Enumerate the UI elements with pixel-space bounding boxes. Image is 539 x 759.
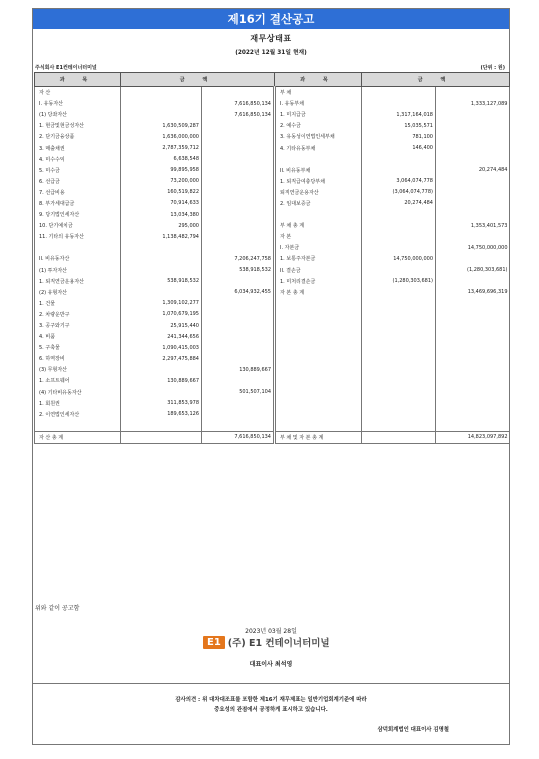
- left-item-cell: 자 산: [35, 87, 121, 99]
- right-sub-amount-cell: 146,400: [362, 142, 436, 153]
- right-item-cell: [275, 387, 362, 398]
- left-sub-amount-cell: [121, 242, 202, 253]
- left-item-cell: 1. 건물: [35, 298, 121, 309]
- right-amount-cell: [436, 131, 510, 142]
- left-amount-cell: [202, 209, 275, 220]
- header-amount-left: 금 액: [121, 73, 275, 87]
- right-amount-cell: [436, 176, 510, 187]
- left-sub-amount-cell: 130,889,667: [121, 375, 202, 386]
- left-sub-amount-cell: [121, 431, 202, 443]
- header-item-left: 과 목: [35, 73, 121, 87]
- table-row: [35, 387, 510, 398]
- left-amount-cell: [202, 353, 275, 364]
- left-amount-cell: [202, 242, 275, 253]
- left-item-cell: 6. 하역장비: [35, 353, 121, 364]
- unit-label: (단위 : 원): [480, 65, 505, 71]
- right-amount-cell: [436, 375, 510, 386]
- right-item-cell: [275, 209, 362, 220]
- left-item-cell: 1. 소프트웨어: [35, 375, 121, 386]
- right-item-cell: [275, 364, 362, 375]
- left-amount-cell: [202, 198, 275, 209]
- left-item-cell: 1. 회원권: [35, 398, 121, 409]
- left-item-cell: 3. 공구와기구: [35, 320, 121, 331]
- statement-title: 재무상태표: [250, 34, 292, 43]
- left-amount-cell: 7,206,247,758: [202, 253, 275, 264]
- right-sub-amount-cell: [362, 87, 436, 99]
- left-amount-cell: [202, 231, 275, 242]
- table-row: [35, 231, 510, 242]
- right-sub-amount-cell: [362, 231, 436, 242]
- right-item-cell: [275, 320, 362, 331]
- right-item-cell: 1. 미처리결손금: [275, 276, 362, 287]
- right-item-cell: I. 유동부채: [275, 98, 362, 109]
- left-item-cell: 8. 부가세대급금: [35, 198, 121, 209]
- right-item-cell: [275, 309, 362, 320]
- right-amount-cell: [436, 409, 510, 420]
- right-amount-cell: [436, 387, 510, 398]
- left-amount-cell: [202, 320, 275, 331]
- table-row: [35, 320, 510, 331]
- left-sub-amount-cell: 1,630,509,287: [121, 120, 202, 131]
- left-item-cell: 1. 퇴직연금운용자산: [35, 276, 121, 287]
- left-sub-amount-cell: [121, 87, 202, 99]
- right-item-cell: [275, 298, 362, 309]
- company-line: 주식회사 E1컨테이너터미널: [35, 65, 97, 71]
- left-amount-cell: [202, 298, 275, 309]
- left-sub-amount-cell: 13,034,380: [121, 209, 202, 220]
- right-sub-amount-cell: [362, 309, 436, 320]
- table-row: [35, 298, 510, 309]
- right-item-cell: 2. 임대보증금: [275, 198, 362, 209]
- right-item-cell: [275, 398, 362, 409]
- left-amount-cell: [202, 120, 275, 131]
- left-amount-cell: [202, 420, 275, 432]
- right-item-cell: 부 채: [275, 87, 362, 99]
- left-sub-amount-cell: 99,895,958: [121, 165, 202, 176]
- left-sub-amount-cell: 295,000: [121, 220, 202, 231]
- left-item-cell: 7. 선급비용: [35, 187, 121, 198]
- right-amount-cell: [436, 231, 510, 242]
- left-sub-amount-cell: 2,297,475,884: [121, 353, 202, 364]
- right-amount-cell: [436, 109, 510, 120]
- right-sub-amount-cell: [362, 98, 436, 109]
- left-amount-cell: 501,507,104: [202, 387, 275, 398]
- left-item-cell: [35, 242, 121, 253]
- table-row: [35, 309, 510, 320]
- right-item-cell: II. 결손금: [275, 265, 362, 276]
- company-name: (주) E1 컨테이너터미널: [227, 638, 330, 649]
- right-item-cell: 자 본 총 계: [275, 287, 362, 298]
- right-sub-amount-cell: [362, 342, 436, 353]
- right-item-cell: 2. 예수금: [275, 120, 362, 131]
- right-item-cell: 1. 퇴직급여충당부채: [275, 176, 362, 187]
- right-amount-cell: [436, 187, 510, 198]
- left-amount-cell: [202, 276, 275, 287]
- table-row: [35, 198, 510, 209]
- right-item-cell: 자 본: [275, 231, 362, 242]
- right-item-cell: 4. 기타유동부채: [275, 142, 362, 153]
- table-row: [35, 420, 510, 432]
- table-header: [35, 73, 510, 87]
- right-item-cell: I. 자본금: [275, 242, 362, 253]
- right-amount-cell: [436, 120, 510, 131]
- left-amount-cell: [202, 154, 275, 165]
- right-amount-cell: [436, 320, 510, 331]
- header-item-right: 과 목: [275, 73, 362, 87]
- left-sub-amount-cell: [121, 420, 202, 432]
- right-sub-amount-cell: [362, 420, 436, 432]
- right-amount-cell: [436, 342, 510, 353]
- right-sub-amount-cell: [362, 375, 436, 386]
- table-row: [35, 131, 510, 142]
- left-amount-cell: 7,616,850,134: [202, 98, 275, 109]
- right-item-cell: 1. 미지급금: [275, 109, 362, 120]
- right-item-cell: [275, 331, 362, 342]
- right-sub-amount-cell: 3,064,074,778: [362, 176, 436, 187]
- right-amount-cell: [436, 364, 510, 375]
- right-item-cell: [275, 375, 362, 386]
- left-amount-cell: [202, 131, 275, 142]
- right-sub-amount-cell: [362, 165, 436, 176]
- left-sub-amount-cell: [121, 98, 202, 109]
- left-amount-cell: 7,616,850,134: [202, 431, 275, 443]
- table-row: [35, 331, 510, 342]
- right-item-cell: [275, 420, 362, 432]
- table-row: [35, 165, 510, 176]
- left-amount-cell: [202, 409, 275, 420]
- left-item-cell: (1) 당좌자산: [35, 109, 121, 120]
- left-amount-cell: 7,616,850,134: [202, 109, 275, 120]
- left-item-cell: 2. 단기금융상품: [35, 131, 121, 142]
- right-item-cell: [275, 342, 362, 353]
- left-sub-amount-cell: 311,853,978: [121, 398, 202, 409]
- table-row: [35, 353, 510, 364]
- right-sub-amount-cell: [362, 298, 436, 309]
- right-sub-amount-cell: [362, 154, 436, 165]
- header-amount-right: 금 액: [362, 73, 510, 87]
- balance-sheet-table: [34, 72, 510, 444]
- left-amount-cell: [202, 398, 275, 409]
- right-item-cell: 1. 보통주자본금: [275, 253, 362, 264]
- left-amount-cell: [202, 220, 275, 231]
- right-amount-cell: [436, 209, 510, 220]
- left-item-cell: 3. 매출채권: [35, 142, 121, 153]
- left-sub-amount-cell: 1,070,679,195: [121, 309, 202, 320]
- right-sub-amount-cell: 781,100: [362, 131, 436, 142]
- left-sub-amount-cell: [121, 287, 202, 298]
- left-item-cell: 2. 차량운반구: [35, 309, 121, 320]
- right-item-cell: [275, 353, 362, 364]
- table-row: [35, 154, 510, 165]
- table-row: [35, 398, 510, 409]
- right-sub-amount-cell: 1,317,164,018: [362, 109, 436, 120]
- left-item-cell: (1) 투자자산: [35, 265, 121, 276]
- right-amount-cell: 20,274,484: [436, 165, 510, 176]
- right-amount-cell: [436, 420, 510, 432]
- left-amount-cell: 538,918,532: [202, 265, 275, 276]
- right-sub-amount-cell: [362, 209, 436, 220]
- right-sub-amount-cell: [362, 331, 436, 342]
- issue-date: 2023년 03월 28일: [245, 628, 297, 635]
- left-sub-amount-cell: 70,914,633: [121, 198, 202, 209]
- table-row: [35, 109, 510, 120]
- left-item-cell: 1. 현금및현금성자산: [35, 120, 121, 131]
- table-row: [35, 242, 510, 253]
- right-sub-amount-cell: [362, 364, 436, 375]
- audit-line-2: 중요성의 관점에서 공정하게 표시하고 있습니다.: [214, 707, 328, 713]
- left-amount-cell: [202, 331, 275, 342]
- left-sub-amount-cell: 6,638,548: [121, 154, 202, 165]
- left-sub-amount-cell: 241,344,656: [121, 331, 202, 342]
- left-amount-cell: 6,034,932,455: [202, 287, 275, 298]
- left-item-cell: 2. 이연법인세자산: [35, 409, 121, 420]
- audit-line-1: 감사의견 : 위 대차대조표를 포함한 제16기 재무제표는 일반기업회계기준에 따라: [175, 697, 367, 703]
- left-amount-cell: [202, 176, 275, 187]
- right-item-cell: 퇴직연금운용자산: [275, 187, 362, 198]
- left-amount-cell: [202, 142, 275, 153]
- right-item-cell: 부 채 및 자 본 총 계: [275, 431, 362, 443]
- right-amount-cell: [436, 198, 510, 209]
- table-row: [35, 98, 510, 109]
- left-sub-amount-cell: 1,090,415,003: [121, 342, 202, 353]
- left-item-cell: 6. 선급금: [35, 176, 121, 187]
- notice-text: 위와 같이 공고함: [35, 605, 80, 612]
- table-row: [35, 342, 510, 353]
- page-title: 제16기 결산공고: [33, 9, 509, 30]
- right-sub-amount-cell: 14,750,000,000: [362, 253, 436, 264]
- right-sub-amount-cell: [362, 409, 436, 420]
- table-row: [35, 120, 510, 131]
- right-amount-cell: [436, 353, 510, 364]
- right-sub-amount-cell: [362, 320, 436, 331]
- company-logo: [203, 635, 330, 649]
- left-amount-cell: [202, 375, 275, 386]
- left-item-cell: (2) 유형자산: [35, 287, 121, 298]
- left-sub-amount-cell: 1,309,102,277: [121, 298, 202, 309]
- table-row: [35, 431, 510, 443]
- right-amount-cell: 14,823,097,892: [436, 431, 510, 443]
- right-amount-cell: [436, 309, 510, 320]
- table-row: [35, 209, 510, 220]
- table-row: [35, 176, 510, 187]
- right-sub-amount-cell: [362, 387, 436, 398]
- left-amount-cell: [202, 309, 275, 320]
- right-sub-amount-cell: 20,274,484: [362, 198, 436, 209]
- table-row: [35, 87, 510, 99]
- ceo-name: 대표이사 최석영: [249, 661, 293, 668]
- right-amount-cell: 14,750,000,000: [436, 242, 510, 253]
- left-item-cell: I. 유동자산: [35, 98, 121, 109]
- left-item-cell: (4) 기타비유동자산: [35, 387, 121, 398]
- right-sub-amount-cell: (3,064,074,778): [362, 187, 436, 198]
- table-row: [35, 364, 510, 375]
- right-amount-cell: 1,353,401,573: [436, 220, 510, 231]
- left-sub-amount-cell: 25,915,440: [121, 320, 202, 331]
- right-amount-cell: [436, 298, 510, 309]
- left-amount-cell: [202, 165, 275, 176]
- right-amount-cell: 1,333,127,089: [436, 98, 510, 109]
- left-sub-amount-cell: [121, 364, 202, 375]
- right-item-cell: 부 채 총 계: [275, 220, 362, 231]
- left-item-cell: 4. 미수수익: [35, 154, 121, 165]
- announcement-frame: [32, 8, 510, 745]
- left-item-cell: II. 비유동자산: [35, 253, 121, 264]
- table-row: [35, 409, 510, 420]
- table-row: [35, 265, 510, 276]
- left-amount-cell: [202, 87, 275, 99]
- right-amount-cell: [436, 398, 510, 409]
- right-amount-cell: [436, 87, 510, 99]
- right-sub-amount-cell: 15,035,571: [362, 120, 436, 131]
- right-item-cell: 3. 유동성이연법인세부채: [275, 131, 362, 142]
- right-item-cell: [275, 409, 362, 420]
- right-amount-cell: [436, 331, 510, 342]
- e1-logo-mark: E1: [203, 636, 225, 649]
- table-row: [35, 187, 510, 198]
- left-amount-cell: [202, 187, 275, 198]
- table-row: [35, 220, 510, 231]
- right-sub-amount-cell: [362, 287, 436, 298]
- left-item-cell: 자 산 총 계: [35, 431, 121, 443]
- right-amount-cell: 13,469,696,319: [436, 287, 510, 298]
- right-sub-amount-cell: [362, 220, 436, 231]
- left-sub-amount-cell: 160,519,822: [121, 187, 202, 198]
- right-sub-amount-cell: [362, 242, 436, 253]
- auditor-signature: 삼덕회계법인 대표이사 김명철: [377, 727, 449, 733]
- left-sub-amount-cell: 189,653,126: [121, 409, 202, 420]
- table-row: [35, 276, 510, 287]
- right-sub-amount-cell: [362, 265, 436, 276]
- table-row: [35, 375, 510, 386]
- right-item-cell: II. 비유동부채: [275, 165, 362, 176]
- right-amount-cell: (1,280,303,681): [436, 265, 510, 276]
- left-amount-cell: [202, 342, 275, 353]
- right-sub-amount-cell: [362, 398, 436, 409]
- table-row: [35, 287, 510, 298]
- audit-opinion: [33, 695, 509, 715]
- left-sub-amount-cell: [121, 109, 202, 120]
- left-sub-amount-cell: [121, 387, 202, 398]
- right-amount-cell: [436, 142, 510, 153]
- left-item-cell: 5. 구축물: [35, 342, 121, 353]
- table-row: [35, 253, 510, 264]
- right-amount-cell: [436, 253, 510, 264]
- right-sub-amount-cell: (1,280,303,681): [362, 276, 436, 287]
- left-item-cell: [35, 420, 121, 432]
- left-sub-amount-cell: 1,138,482,794: [121, 231, 202, 242]
- left-sub-amount-cell: 1,636,000,000: [121, 131, 202, 142]
- left-item-cell: 11. 기타의 유동자산: [35, 231, 121, 242]
- left-amount-cell: 130,889,667: [202, 364, 275, 375]
- right-item-cell: [275, 154, 362, 165]
- left-sub-amount-cell: 2,787,359,712: [121, 142, 202, 153]
- period-label: (2022년 12월 31일 현재): [235, 50, 307, 56]
- left-sub-amount-cell: 538,918,532: [121, 276, 202, 287]
- left-item-cell: 4. 비품: [35, 331, 121, 342]
- left-item-cell: 10. 단기예치금: [35, 220, 121, 231]
- left-sub-amount-cell: 73,200,000: [121, 176, 202, 187]
- right-amount-cell: [436, 276, 510, 287]
- table-row: [35, 142, 510, 153]
- left-item-cell: (3) 무형자산: [35, 364, 121, 375]
- left-item-cell: 5. 미수금: [35, 165, 121, 176]
- left-sub-amount-cell: [121, 253, 202, 264]
- right-sub-amount-cell: [362, 353, 436, 364]
- left-sub-amount-cell: [121, 265, 202, 276]
- divider: [33, 683, 509, 684]
- right-sub-amount-cell: [362, 431, 436, 443]
- left-item-cell: 9. 당기법인세자산: [35, 209, 121, 220]
- right-amount-cell: [436, 154, 510, 165]
